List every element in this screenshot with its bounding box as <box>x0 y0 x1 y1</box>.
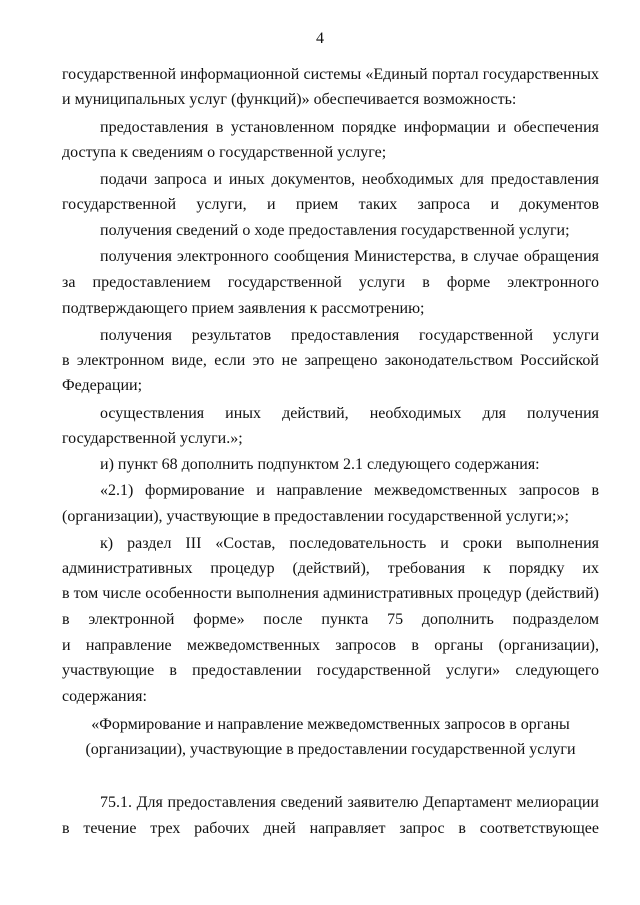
text-line: и муниципальных услуг (функций)» обеспечивается возможность: <box>62 91 517 108</box>
text-line: подачи запроса и иных документов, необходимых для предоставления <box>100 171 599 188</box>
text-line: государственной услуги, и прием таких запроса и документов <box>62 196 599 213</box>
text-line: получения сведений о ходе предоставления государственной услуги; <box>100 222 570 239</box>
text-line: административных процедур (действий), требования к порядку их <box>62 560 599 577</box>
text-line: содержания: <box>62 688 147 705</box>
text-line: 75.1. Для предоставления сведений заявителю Департамент мелиорации <box>100 794 599 811</box>
text-line: осуществления иных действий, необходимых для получения <box>100 405 599 422</box>
page-number: 4 <box>316 30 324 47</box>
text-line: в том числе особенности выполнения административных процедур (действий) <box>62 585 599 602</box>
text-line: предоставления в установленном порядке информации и обеспечения <box>100 119 599 136</box>
text-line: подтверждающего прием заявления к рассмотрению; <box>62 300 425 317</box>
text-line: государственной услуги.»; <box>62 430 243 447</box>
text-line: к) раздел III «Состав, последовательность и сроки выполнения <box>100 535 599 552</box>
text-line: государственной информационной системы «Единый портал государственных <box>62 66 599 83</box>
text-line: Федерации; <box>62 377 143 394</box>
text-line: доступа к сведениям о государственной услуге; <box>62 144 387 161</box>
text-line: (организации), участвующие в предоставлении государственной услуги;»; <box>62 508 569 525</box>
text-line: за предоставлением государственной услуги в форме электронного <box>62 274 599 291</box>
text-line: в электронной форме» после пункта 75 дополнить подразделом <box>62 611 599 628</box>
text-line: «2.1) формирование и направление межведомственных запросов в <box>100 482 599 499</box>
text-line: и направление межведомственных запросов в органы (организации), <box>62 637 599 654</box>
text-line: и) пункт 68 дополнить подпунктом 2.1 следующего содержания: <box>100 456 540 473</box>
text-line: участвующие в предоставлении государственной услуги» следующего <box>62 662 599 679</box>
text-line: в течение трех рабочих дней направляет запрос в соответствующее <box>62 820 599 837</box>
text-line: в электронном виде, если это не запрещено законодательством Российской <box>62 352 599 369</box>
subsection-heading-line: (организации), участвующие в предоставлении государственной услуги <box>85 741 576 758</box>
subsection-heading-line: «Формирование и направление межведомственных запросов в органы <box>91 716 570 733</box>
text-line: получения электронного сообщения Министерства, в случае обращения <box>100 248 599 265</box>
text-line: получения результатов предоставления государственной услуги <box>100 327 599 344</box>
